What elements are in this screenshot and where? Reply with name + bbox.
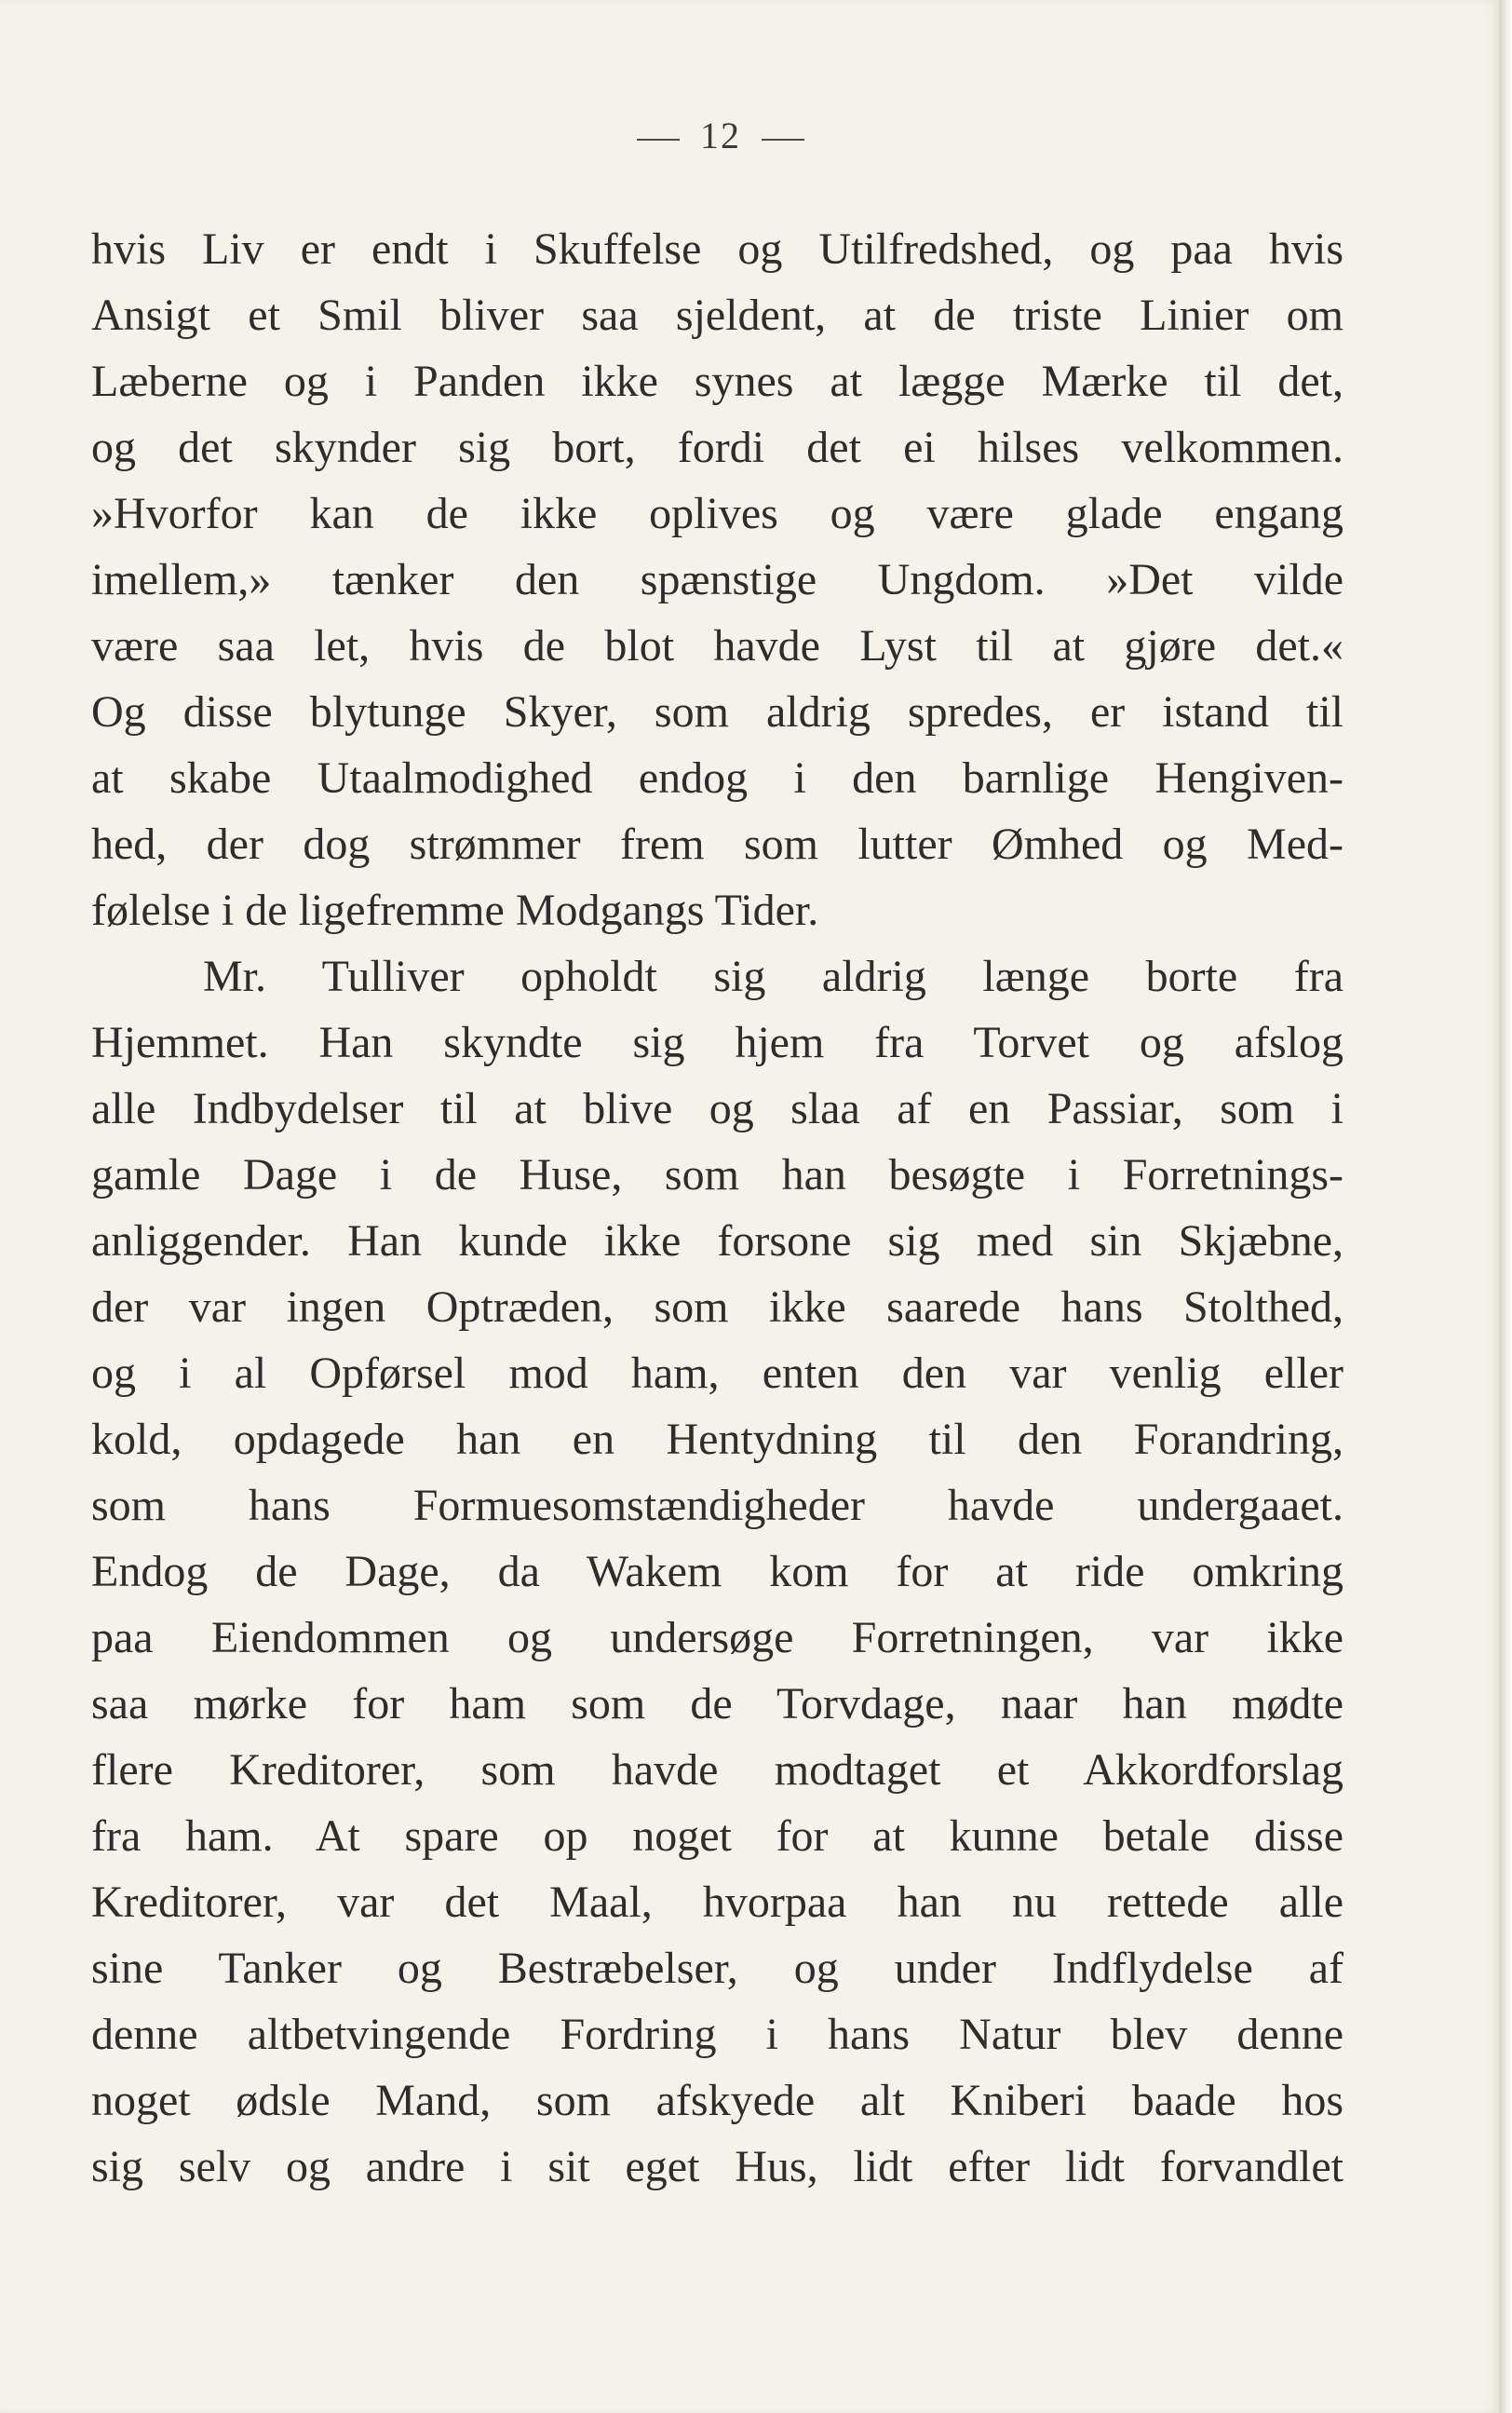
text-line-27: sine Tanker og Bestræbelser, og under Indflydelse af — [91, 1944, 1343, 1993]
text-line-24: flere Kreditorer, som havde modtaget et Akkordforslag — [91, 1745, 1343, 1795]
header-dash-left — [637, 139, 680, 141]
text-line-14: alle Indbydelser til at blive og slaa af en Passiar, som i — [91, 1084, 1343, 1133]
text-line-13: Hjemmet. Han skyndte sig hjem fra Torvet og afslog — [91, 1018, 1343, 1067]
text-line-16: anliggender. Han kunde ikke forsone sig med sin Skjæbne, — [91, 1216, 1343, 1266]
page-edge — [1499, 0, 1512, 2413]
text-line-30: sig selv og andre i sit eget Hus, lidt efter lidt forvandlet — [91, 2142, 1343, 2191]
text-line-11: følelse i de ligefremme Modgangs Tider. — [91, 886, 819, 935]
text-line-20: som hans Formuesomstændigheder havde undergaaet. — [91, 1481, 1343, 1530]
text-line-12: Mr. Tulliver opholdt sig aldrig længe borte fra — [203, 952, 1343, 1001]
body-text — [91, 216, 1343, 2200]
text-line-23: saa mørke for ham som de Torvdage, naar han mødte — [91, 1679, 1343, 1728]
header-dash-right — [762, 139, 804, 141]
text-line-7: være saa let, hvis de blot havde Lyst til at gjøre det.« — [91, 621, 1343, 671]
text-line-22: paa Eiendommen og undersøge Forretningen, var ikke — [91, 1613, 1343, 1662]
text-line-15: gamle Dage i de Huse, som han besøgte i Forretnings- — [91, 1150, 1343, 1200]
text-line-9: at skabe Utaalmodighed endog i den barnlige Hengiven- — [91, 753, 1343, 803]
text-line-6: imellem,» tænker den spænstige Ungdom. »Det vilde — [91, 555, 1343, 604]
page-number-header — [0, 114, 1441, 157]
text-line-1: hvis Liv er endt i Skuffelse og Utilfredshed, og paa hvis — [91, 224, 1343, 274]
page-number: 12 — [700, 115, 741, 156]
text-line-4: og det skynder sig bort, fordi det ei hilses velkommen. — [91, 423, 1343, 472]
text-line-18: og i al Opførsel mod ham, enten den var venlig eller — [91, 1349, 1343, 1398]
text-line-21: Endog de Dage, da Wakem kom for at ride omkring — [91, 1547, 1343, 1596]
text-line-19: kold, opdagede han en Hentydning til den Forandring, — [91, 1415, 1343, 1464]
text-line-17: der var ingen Optræden, som ikke saarede hans Stolthed, — [91, 1282, 1343, 1332]
text-line-5: »Hvorfor kan de ikke oplives og være glade engang — [91, 489, 1343, 538]
text-line-2: Ansigt et Smil bliver saa sjeldent, at de triste Linier om — [91, 291, 1343, 340]
text-line-28: denne altbetvingende Fordring i hans Natur blev denne — [91, 2010, 1343, 2059]
text-line-26: Kreditorer, var det Maal, hvorpaa han nu rettede alle — [91, 1878, 1343, 1927]
text-line-8: Og disse blytunge Skyer, som aldrig spredes, er istand til — [91, 687, 1343, 737]
text-line-10: hed, der dog strømmer frem som lutter Ømhed og Med- — [91, 820, 1343, 869]
text-line-25: fra ham. At spare op noget for at kunne betale disse — [91, 1811, 1343, 1861]
text-line-3: Læberne og i Panden ikke synes at lægge Mærke til det, — [91, 357, 1343, 406]
text-line-29: noget ødsle Mand, som afskyede alt Kniberi baade hos — [91, 2076, 1343, 2125]
